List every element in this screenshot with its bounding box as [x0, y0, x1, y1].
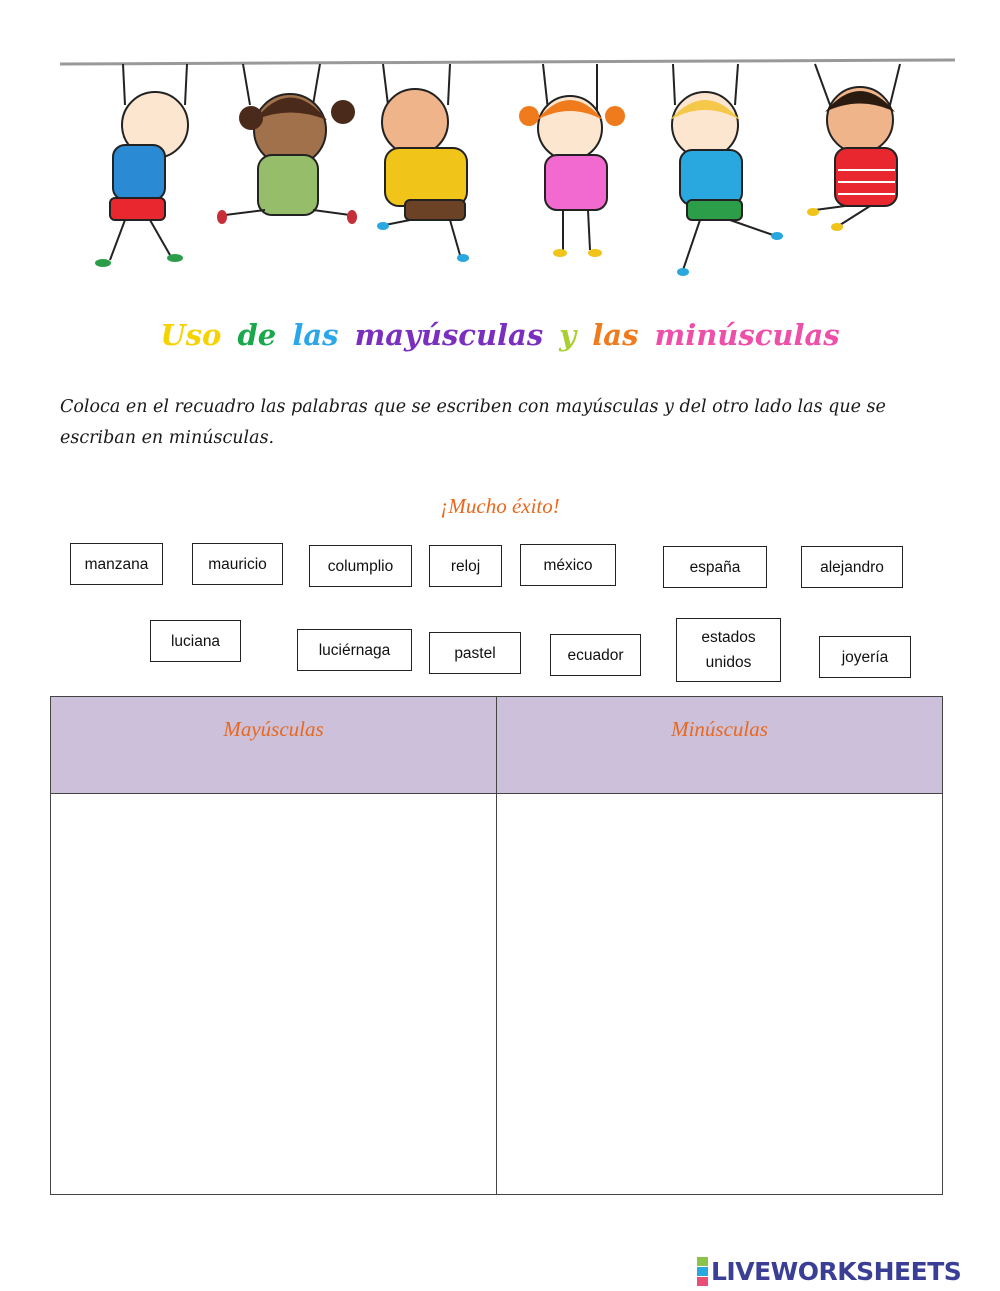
uppercase-drop-zone[interactable] — [51, 794, 496, 1194]
word-card[interactable]: españa — [663, 546, 767, 588]
word-card[interactable]: méxico — [520, 544, 616, 586]
sorting-table — [50, 696, 943, 1195]
lowercase-column-header: Minúsculas — [497, 697, 942, 794]
title-word: minúsculas — [654, 318, 840, 352]
word-card[interactable]: columplio — [309, 545, 412, 587]
child-figure — [217, 64, 357, 224]
title-word: mayúsculas — [354, 318, 544, 352]
instructions-text: Coloca en el recuadro las palabras que se escriben con mayúsculas y del otro lado las que se escriban en minúsculas. — [60, 397, 886, 448]
worksheet-title — [0, 318, 1000, 352]
child-figure — [519, 64, 625, 257]
word-card[interactable]: estados unidos — [676, 618, 781, 682]
word-card[interactable]: alejandro — [801, 546, 903, 588]
title-word: de — [237, 318, 277, 352]
encouragement-text: ¡Mucho éxito! — [440, 494, 560, 518]
word-card[interactable]: pastel — [429, 632, 521, 674]
title-word: las — [292, 318, 339, 352]
word-card[interactable]: joyería — [819, 636, 911, 678]
word-card[interactable]: reloj — [429, 545, 502, 587]
logo-text: LIVEWORKSHEETS — [711, 1256, 962, 1286]
uppercase-column-header: Mayúsculas — [51, 697, 496, 794]
child-figure — [807, 64, 900, 231]
title-word: y — [559, 318, 577, 352]
child-figure — [95, 64, 188, 267]
lowercase-drop-zone[interactable] — [497, 794, 942, 1194]
word-card[interactable]: mauricio — [192, 543, 283, 585]
title-word: las — [592, 318, 639, 352]
title-word: Uso — [160, 318, 222, 352]
word-card[interactable]: luciana — [150, 620, 241, 662]
logo-icon — [697, 1257, 708, 1286]
child-figure — [670, 64, 783, 276]
liveworksheets-logo — [697, 1256, 961, 1286]
word-card[interactable]: luciérnaga — [297, 629, 412, 671]
column-divider — [496, 697, 497, 1194]
child-figure — [377, 64, 469, 262]
word-card[interactable]: ecuador — [550, 634, 641, 676]
hanging-children-illustration — [55, 50, 960, 300]
word-card[interactable]: manzana — [70, 543, 163, 585]
